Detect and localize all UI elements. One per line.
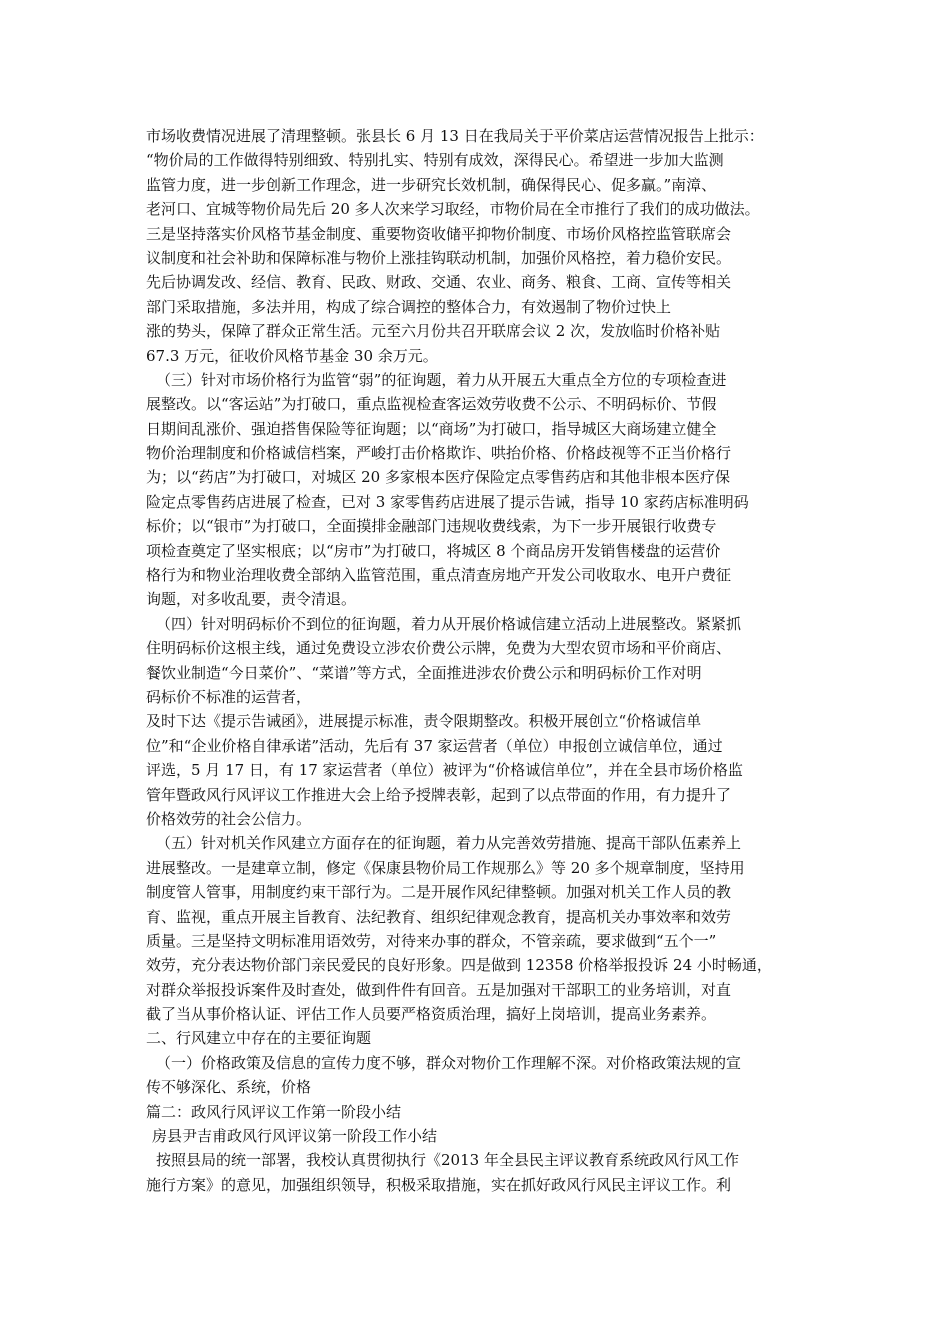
- text-line: 老河口、宜城等物价局先后 20 多人次来学习取经，市物价局在全市推行了我们的成功做法。: [146, 200, 760, 219]
- text-line: 项检查奠定了坚实根底；以“房市”为打破口，将城区 8 个商品房开发销售楼盘的运营价: [146, 541, 721, 560]
- text-line: 险定点零售药店进展了检查，已对 3 家零售药店进展了提示告诫，指导 10 家药店标准明码: [146, 492, 749, 511]
- text-line: 篇二：政风行风评议工作第一阶段小结: [146, 1102, 402, 1121]
- text-line: 位”和“企业价格自律承诺”活动，先后有 37 家运营者（单位）申报创立诚信单位，通过: [146, 736, 723, 755]
- text-line: 价格效劳的社会公信力。: [146, 809, 312, 828]
- text-line: 先后协调发改、经信、教育、民政、财政、交通、农业、商务、粮食、工商、宣传等相关: [146, 273, 732, 292]
- text-line: 部门采取措施，多法并用，构成了综合调控的整体合力，有效遏制了物价过快上: [146, 297, 672, 316]
- text-line: 日期间乱涨价、强迫搭售保险等征询题；以“商场”为打破口，指导城区大商场建立健全: [146, 419, 717, 438]
- text-line: （三）针对市场价格行为监管“弱”的征询题，着力从开展五大重点全方位的专项检查进: [156, 370, 727, 389]
- text-line: 截了当从事价格认证、评估工作人员要严格资质治理，搞好上岗培训，提高业务素养。: [146, 1005, 717, 1024]
- text-line: 议制度和社会补助和保障标准与物价上涨挂钩联动机制，加强价风格控，着力稳价安民。: [146, 248, 732, 267]
- text-line: 码标价不标准的运营者，: [146, 687, 312, 706]
- text-line: 市场收费情况进展了清理整顿。张县长 6 月 13 日在我局关于平价菜店运营情况报告上批示：: [146, 127, 764, 145]
- text-line: 按照县局的统一部署，我校认真贯彻执行《2013 年全县民主评议教育系统政风行风工作: [156, 1151, 739, 1170]
- text-line: 67.3 万元，征收价风格节基金 30 余万元。: [146, 346, 438, 365]
- text-line: 进展整改。一是建章立制，修定《保康县物价局工作规那么》等 20 多个规章制度，坚持用: [146, 858, 745, 877]
- text-line: “物价局的工作做得特别细致、特别扎实、特别有成效，深得民心。希望进一步加大监测: [146, 151, 724, 170]
- document-body: [146, 124, 826, 1197]
- text-line: 格行为和物业治理收费全部纳入监管范围，重点清查房地产开发公司收取水、电开户费征: [146, 566, 732, 585]
- text-line: 涨的势头，保障了群众正常生活。元至六月份共召开联席会议 2 次，发放临时价格补贴: [146, 322, 721, 341]
- text-line: （四）针对明码标价不到位的征询题，着力从开展价格诚信建立活动上进展整改。紧紧抓: [156, 614, 742, 633]
- text-line: 住明码标价这根主线，通过免费设立涉农价费公示牌，免费为大型农贸市场和平价商店、: [146, 639, 732, 658]
- text-line: 育、监视，重点开展主旨教育、法纪教育、组织纪律观念教育，提高机关办事效率和效劳: [146, 907, 732, 926]
- text-line: 二、行风建立中存在的主要征询题: [146, 1029, 372, 1048]
- text-line: （五）针对机关作风建立方面存在的征询题，着力从完善效劳措施、提高干部队伍素养上: [156, 834, 742, 853]
- text-line: 房县尹吉甫政风行风评议第一阶段工作小结: [152, 1127, 438, 1146]
- text-line: 询题，对多收乱要，责令清退。: [146, 590, 357, 609]
- text-line: 三是坚持落实价风格节基金制度、重要物资收储平抑物价制度、市场价风格控监管联席会: [146, 224, 732, 243]
- text-line: 为；以“药店”为打破口，对城区 20 多家根本医疗保险定点零售药店和其他非根本医疗保: [146, 468, 730, 487]
- text-line: 监管力度，进一步创新工作理念，进一步研究长效机制，确保得民心、促多赢。”南漳、: [146, 175, 717, 194]
- text-line: 标价；以“银市”为打破口，全面摸排金融部门违规收费线索，为下一步开展银行收费专: [146, 517, 717, 536]
- text-line: 餐饮业制造“今日菜价”、“菜谱”等方式，全面推进涉农价费公示和明码标价工作对明: [146, 663, 702, 682]
- text-line: 对群众举报投诉案件及时查处，做到件件有回音。五是加强对干部职工的业务培训，对直: [146, 980, 732, 999]
- text-line: 管年暨政风行风评议工作推进大会上给予授牌表彰，起到了以点带面的作用，有力提升了: [146, 785, 732, 804]
- text-line: 制度管人管事，用制度约束干部行为。二是开展作风纪律整顿。加强对机关工作人员的教: [146, 883, 732, 902]
- text-line: 效劳，充分表达物价部门亲民爱民的良好形象。四是做到 12358 价格举报投诉 24 小时畅通，: [146, 956, 772, 975]
- text-line: 传不够深化、系统，价格: [146, 1078, 312, 1097]
- text-line: 施行方案》的意见，加强组织领导，积极采取措施，实在抓好政风行风民主评议工作。利: [146, 1175, 732, 1194]
- text-line: 及时下达《提示告诫函》，进展提示标准，责令限期整改。积极开展创立“价格诚信单: [146, 712, 702, 731]
- text-line: 物价治理制度和价格诚信档案，严峻打击价格欺诈、哄抬价格、价格歧视等不正当价格行: [146, 444, 732, 463]
- text-line: 展整改。以“客运站”为打破口，重点监视检查客运效劳收费不公示、不明码标价、节假: [146, 395, 717, 414]
- text-line: （一）价格政策及信息的宣传力度不够，群众对物价工作理解不深。对价格政策法规的宣: [156, 1053, 742, 1072]
- text-line: 评选，5 月 17 日，有 17 家运营者（单位）被评为“价格诚信单位”，并在全县市场价格监: [146, 761, 743, 780]
- text-line: 质量。三是坚持文明标准用语效劳，对待来办事的群众，不管亲疏，要求做到“五个一”: [146, 931, 717, 950]
